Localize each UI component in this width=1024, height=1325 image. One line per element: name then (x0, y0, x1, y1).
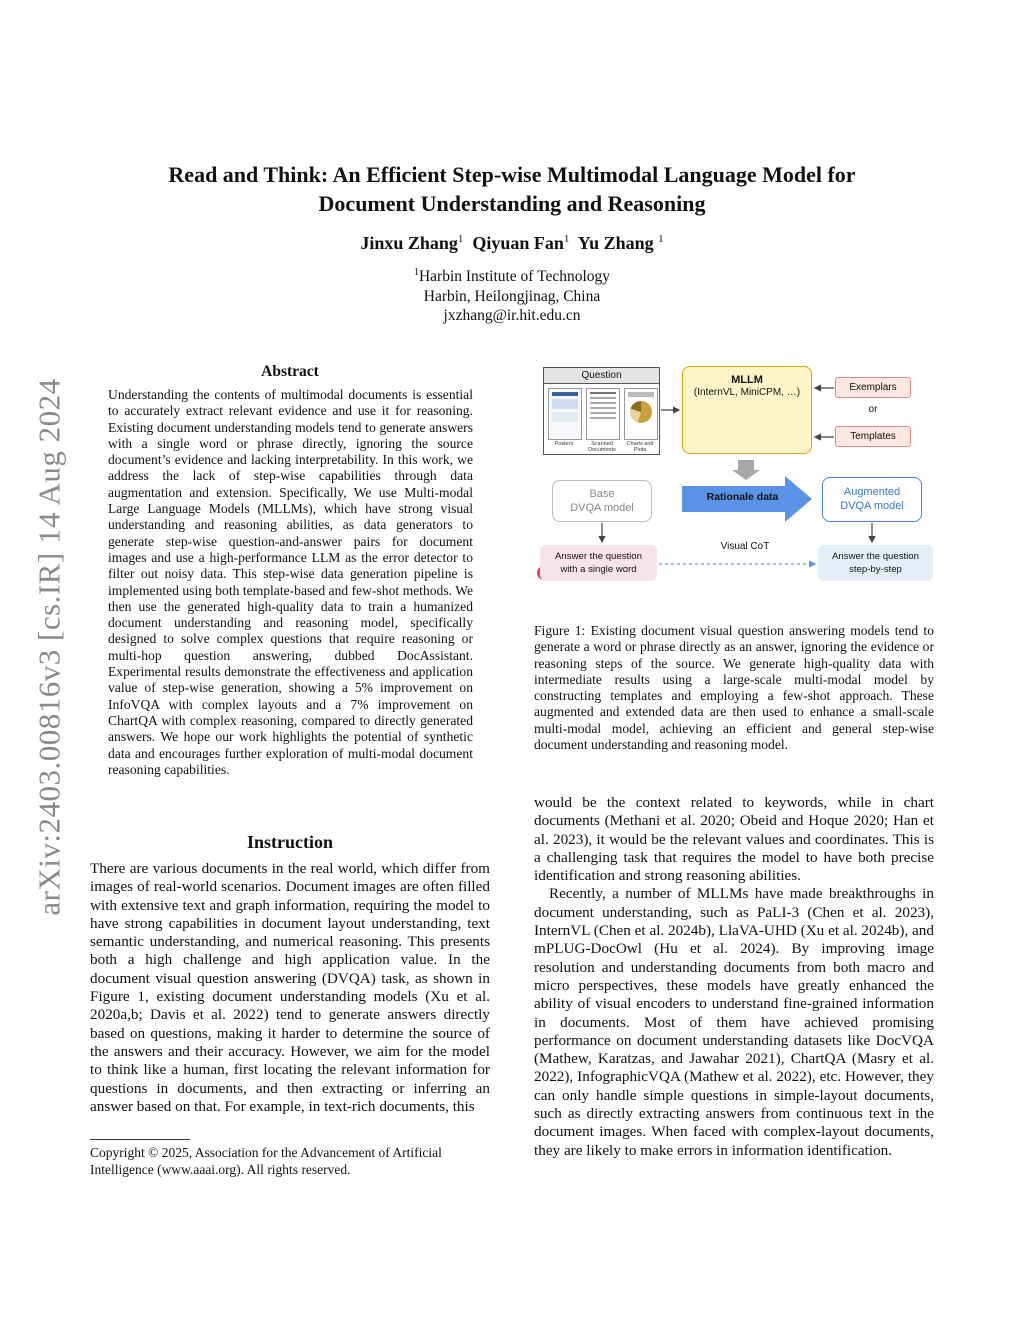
copyright-footnote: Copyright © 2025, Association for the Advancement of Artificial Intelligence (www.aaai.org). All rights reserved. (90, 1145, 442, 1177)
section-heading-introduction: Instruction (246, 832, 333, 852)
title-line-1: Read and Think: An Efficient Step-wise Multimodal Language Model for (168, 162, 856, 187)
intro-paragraph-1-text: There are various documents in the real world, which differ from images of real-world scenarios. Document images are often filled with extensive text and graph information, requiring the model to have strong capabilities in document layout understanding, text semantic understanding, and numerical reasoning. This presents both a high challenge and high application value. In the document visual question answering (DVQA) task, as shown in Figure 1, existing document understanding models (Xu et al. 2020a,b; Davis et al. 2022) tend to generate answers directly based on questions, making it harder to determine the source of the answers and their accuracy. However, we aim for the model to think like a human, first locating the relevant information for questions in documents, and then extracting or inferring an answer based on that. For example, in text-rich documents, this (90, 860, 490, 1115)
author-sup: 1 (563, 233, 570, 245)
templates-box: Templates (835, 426, 911, 447)
single-word-answer-line-2: with a single word (560, 564, 637, 575)
intro-paragraph-2: Recently, a number of MLLMs have made breakthroughs in document understanding, such as PaLI-3 (Chen et al. 2023), InternVL (Chen et al. 2024b), LlaVA-UHD (Xu et al. 2024b), and mPLUG-DocOwl (Hu et al. 2024). By improving image resolution and understanding documents from both macro and micro perspectives, these models have greatly enhanced the ability of visual encoders to understand fine-grained information in documents. Most of them have achieved promising performance on document understanding datasets like DocVQA (Mathew, Karatzas, and Jawahar 2021), ChartQA (Masry et al. 2022), InfographicVQA (Mathew et al. 2022), etc. However, they can only handle simple questions in simple-layout documents, such as directly extracting answers from continuous text in the document images. When faced with complex-layout documents, they are likely to make errors in information identification. (534, 885, 934, 1159)
augmented-model-line-2: DVQA model (840, 500, 904, 512)
affiliation-sup: 1 (413, 267, 419, 278)
mllm-box (682, 366, 812, 454)
step-by-step-answer-box (818, 545, 933, 581)
abstract-heading: Abstract (261, 363, 319, 380)
intro-paragraph-1-cont: would be the context related to keywords, while in chart documents (Methani et al. 2020; Obeid and Hoque 2020; Han et al. 2023), it would be the relevant values and coordinates. This is a challenging task that requires the model to have both precise identification and strong reasoning abilities. (534, 794, 934, 885)
footnote-rule (90, 1139, 190, 1140)
doc-label-charts: Charts and Plots (626, 441, 654, 453)
arrow-mllm-down (732, 460, 760, 480)
figure-1 (535, 362, 935, 612)
single-word-answer-line-1: Answer the question (555, 551, 642, 562)
author-sup: 1 (658, 233, 664, 245)
author-email: jxzhang@ir.hit.edu.cn (443, 307, 581, 325)
exemplars-box: Exemplars (835, 377, 911, 398)
paper-title (100, 160, 924, 218)
arxiv-id: arXiv:2403.00816v3 [cs.IR] 14 Aug 2024 (32, 378, 67, 916)
figure-1-caption: Figure 1: Existing document visual question answering models tend to generate a word or phrase directly as an answer, ignoring the evidence or reasoning steps of the source. We generate high-quality data with intermediate results using a large-scale multi-modal model by constructing templates and employing a few-shot approach. These augmented and extended data are then used to enhance a small-scale multi-modal model, achieving an efficient and general step-wise document understanding and reasoning model. (534, 623, 934, 753)
scanned-doc-thumbnail (586, 388, 620, 440)
mllm-title: MLLM (731, 374, 763, 386)
abstract-text: Understanding the contents of multimodal documents is essential to accurately extract relevant evidence and use it for reasoning. Existing document understanding models tend to generate answers with a single word or phrase directly, ignoring the source document’s evidence and lacking interpretability. In this work, we address the lack of step-wise capabilities through data augmentation and extension. Specifically, We use Multi-modal Large Language Models (MLLMs), which have strong visual understanding and reasoning abilities, as data generators to generate step-wise question-and-answer pairs for document images and use a high-performance LLM as the error detector to filter out noisy data. This step-wise data generation pipeline is implemented using both template-based and few-shot methods. We then use the generated high-quality data to train a humanized document understanding and reasoning model, specifically designed to solve complex questions that require reasoning or multi-hop question answering, dubbed DocAssistant. Experimental results demonstrate the effectiveness and application value of step-wise generation, showing a 5% improvement on InfoVQA with complex layouts and a 7% improvement on ChartQA with complex reasoning, compared to directly generated answers. We hope our work highlights the potential of synthetic data and encourages further exploration of multi-modal document reasoning capabilities. (108, 387, 473, 777)
or-label: or (868, 404, 878, 415)
title-line-2: Document Understanding and Reasoning (318, 191, 706, 216)
affiliation-location: Harbin, Heilongjinag, China (423, 287, 601, 305)
question-box (543, 367, 660, 455)
question-header: Question (544, 368, 659, 384)
base-model-box (552, 480, 652, 522)
base-model-line-2: DVQA model (570, 502, 634, 514)
poster-thumbnail (548, 388, 582, 440)
arxiv-sidebar (25, 352, 75, 942)
intro-paragraph-1 (90, 860, 490, 1116)
affiliation-block (100, 263, 924, 326)
author-name: Qiyuan Fan (472, 233, 564, 253)
augmented-model-line-1: Augmented (843, 486, 901, 498)
mllm-subtitle: (InternVL, MiniCPM, …) (693, 387, 801, 398)
intro-right-column (534, 794, 934, 1160)
step-answer-line-1: Answer the question (832, 551, 919, 562)
doc-label-posters: Posters (554, 441, 574, 447)
author-name: Yu Zhang (577, 233, 654, 253)
visual-cot-label: Visual CoT (720, 541, 770, 552)
step-answer-line-2: step-by-step (849, 564, 902, 575)
author-list (100, 233, 924, 254)
augmented-model-box (822, 477, 922, 522)
author-name: Jinxu Zhang (360, 233, 458, 253)
author-sup: 1 (457, 233, 464, 245)
chart-thumbnail (624, 388, 658, 440)
single-word-answer-box (540, 545, 657, 581)
rationale-data-label: Rationale data (706, 491, 779, 503)
doc-label-scanned: Scanned Documents (588, 441, 616, 453)
affiliation: Harbin Institute of Technology (418, 268, 611, 286)
base-model-line-1: Base (589, 488, 615, 500)
